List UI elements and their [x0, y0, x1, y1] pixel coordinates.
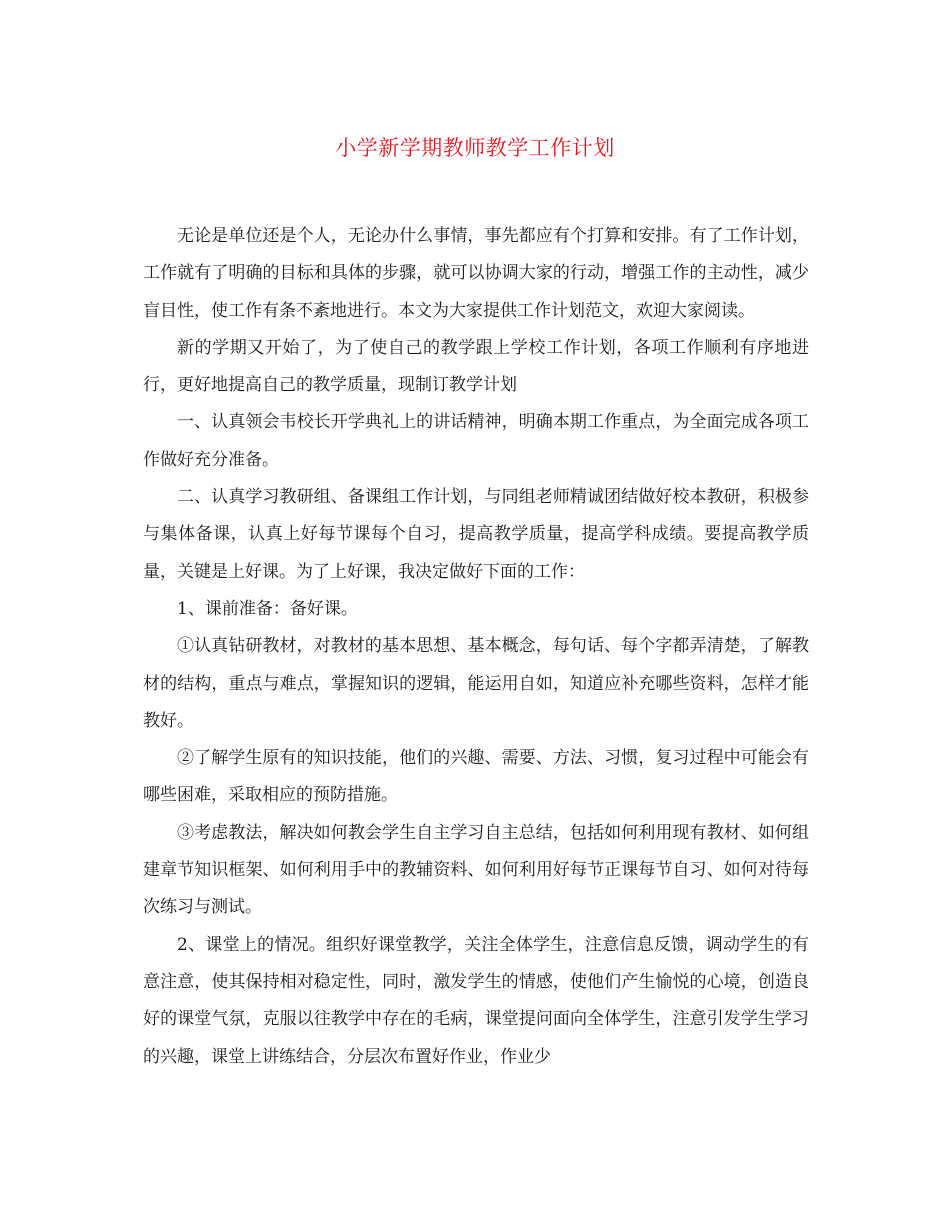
- paragraph-intro: 无论是单位还是个人，无论办什么事情，事先都应有个打算和安排。有了工作计划，工作就有了明确的目标和具体的步骤，就可以协调大家的行动，增强工作的主动性，减少盲目性，使工作有条不紊地进行。本文为大家提供工作计划范文，欢迎大家阅读。: [143, 226, 809, 321]
- paragraph-study-materials: ①认真钻研教材，对教材的基本思想、基本概念，每句话、每个字都弄清楚，了解教材的结构，重点与难点，掌握知识的逻辑，能运用自如，知道应补充哪些资料，怎样才能教好。: [143, 636, 809, 731]
- paragraph-teaching-methods: ③考虑教法，解决如何教会学生自主学习自主总结，包括如何利用现有教材、如何组建章节知识框架、如何利用手中的教辅资料、如何利用好每节正课每节自习、如何对待每次练习与测试。: [143, 822, 809, 918]
- document-body: [143, 218, 809, 1076]
- paragraph-new-term: 新的学期又开始了，为了使自己的教学跟上学校工作计划，各项工作顺利有序地进行，更好地提高自己的教学质量，现制订教学计划: [143, 337, 809, 396]
- paragraph-section-one: 一、认真领会韦校长开学典礼上的讲话精神，明确本期工作重点，为全面完成各项工作做好充分准备。: [143, 412, 809, 470]
- paragraph-classroom: 2、课堂上的情况。组织好课堂教学，关注全体学生，注意信息反馈，调动学生的有意注意，使其保持相对稳定性，同时，激发学生的情感，使他们产生愉悦的心境，创造良好的课堂气氛，克服以往教学中存在的毛病，课堂提问面向全体学生，注意引发学生学习的兴趣，课堂上讲练结合，分层次布置好作业，作业少: [143, 934, 809, 1067]
- paragraph-section-two: 二、认真学习教研组、备课组工作计划，与同组老师精诚团结做好校本教研，积极参与集体备课，认真上好每节课每个自习，提高教学质量，提高学科成绩。要提高教学质量，关键是上好课。为了上好课，我决定做好下面的工作：: [143, 487, 809, 582]
- document-title: 小学新学期教师教学工作计划: [335, 136, 615, 160]
- paragraph-lesson-prep: 1、课前准备：备好课。: [177, 598, 358, 619]
- paragraph-know-students: ②了解学生原有的知识技能，他们的兴趣、需要、方法、习惯，复习过程中可能会有哪些困难，采取相应的预防措施。: [143, 748, 809, 806]
